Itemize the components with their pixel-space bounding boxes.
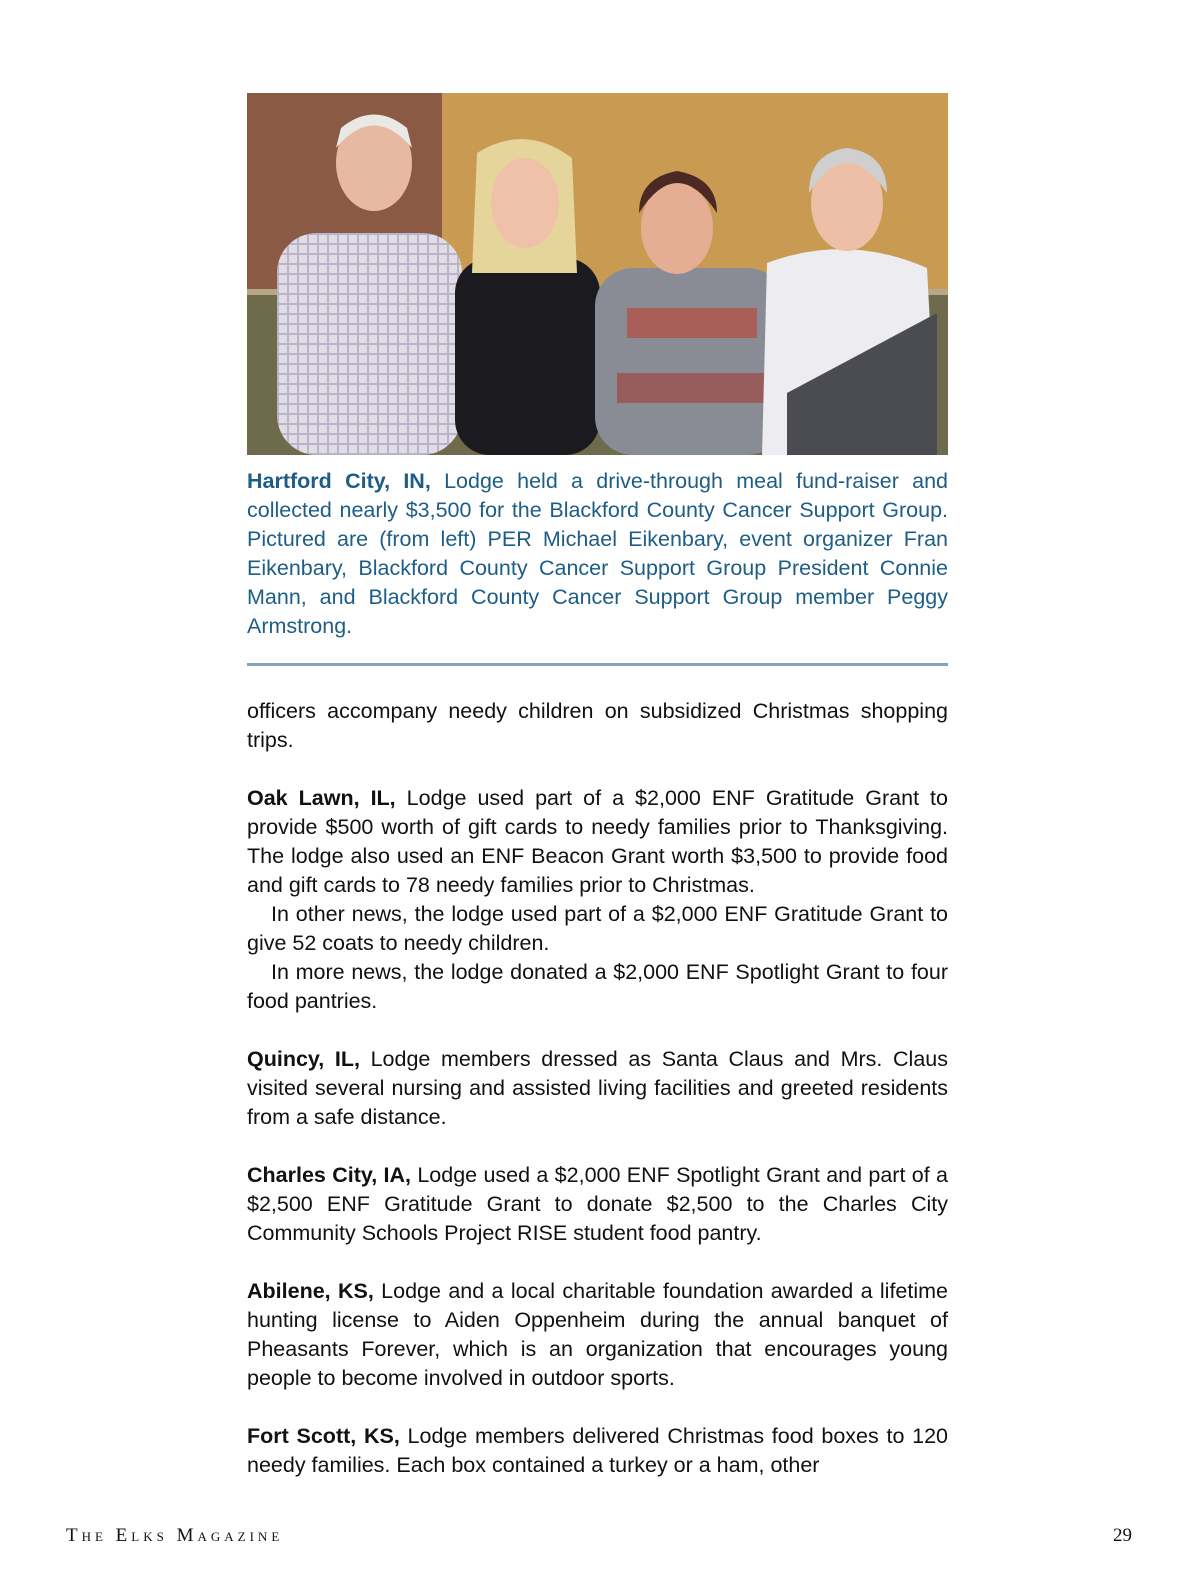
item-lead: Oak Lawn, IL, — [247, 786, 396, 810]
item-lead: Abilene, KS, — [247, 1279, 374, 1303]
caption-text: Lodge held a drive-through meal fund-raiser and collected nearly $3,500 for the Blackford County Cancer Support Group. Pictured are (from left) PER Michael Eikenbary, event organizer Fran Eikenbary, Blackford County Cancer Support Group President Connie Mann, and Blackford County Cancer Support Group member Peggy Armstrong. — [247, 469, 949, 638]
page-number: 29 — [1113, 1525, 1132, 1546]
publication-name: The Elks Magazine — [66, 1525, 284, 1546]
item-oak-lawn-para3: In more news, the lodge donated a $2,000 ENF Spotlight Grant to four food pantries. — [247, 960, 948, 1013]
item-text: Lodge and a local charitable foundation awarded a lifetime hunting license to Aiden Oppenheim during the annual banquet of Pheasants Forever, which is an organization that encourages young people to become involved in outdoor sports. — [247, 1279, 948, 1390]
item-oak-lawn-para2: In other news, the lodge used part of a $2,000 ENF Gratitude Grant to give 52 coats to needy children. — [247, 902, 948, 955]
article-column — [247, 697, 948, 1480]
caption-lead: Hartford City, IN, — [247, 469, 431, 493]
item-charles-city — [247, 1161, 948, 1248]
item-lead: Fort Scott, KS, — [247, 1424, 400, 1448]
section-divider — [247, 663, 948, 666]
item-abilene — [247, 1277, 948, 1393]
continued-paragraph: officers accompany needy children on subsidized Christmas shopping trips. — [247, 699, 948, 752]
item-text: Lodge used a $2,000 ENF Spotlight Grant and part of a $2,500 ENF Gratitude Grant to donate $2,500 to the Charles City Community Schools Project RISE student food pantry. — [247, 1163, 948, 1245]
group-photo — [247, 93, 948, 455]
item-lead: Charles City, IA, — [247, 1163, 411, 1187]
item-lead: Quincy, IL, — [247, 1047, 360, 1071]
item-quincy — [247, 1045, 948, 1132]
item-oak-lawn — [247, 784, 948, 900]
item-text: Lodge used part of a $2,000 ENF Gratitude Grant to provide $500 worth of gift cards to needy families prior to Thanksgiving. The lodge also used an ENF Beacon Grant worth $3,500 to provide food and gift cards to 78 needy families prior to Christmas. — [247, 786, 948, 897]
item-text: Lodge members dressed as Santa Claus and Mrs. Claus visited several nursing and assisted living facilities and greeted residents from a safe distance. — [247, 1047, 948, 1129]
photo-caption — [247, 467, 948, 641]
item-text: Lodge members delivered Christmas food boxes to 120 needy families. Each box contained a turkey or a ham, other — [247, 1424, 948, 1477]
item-fort-scott — [247, 1422, 948, 1480]
